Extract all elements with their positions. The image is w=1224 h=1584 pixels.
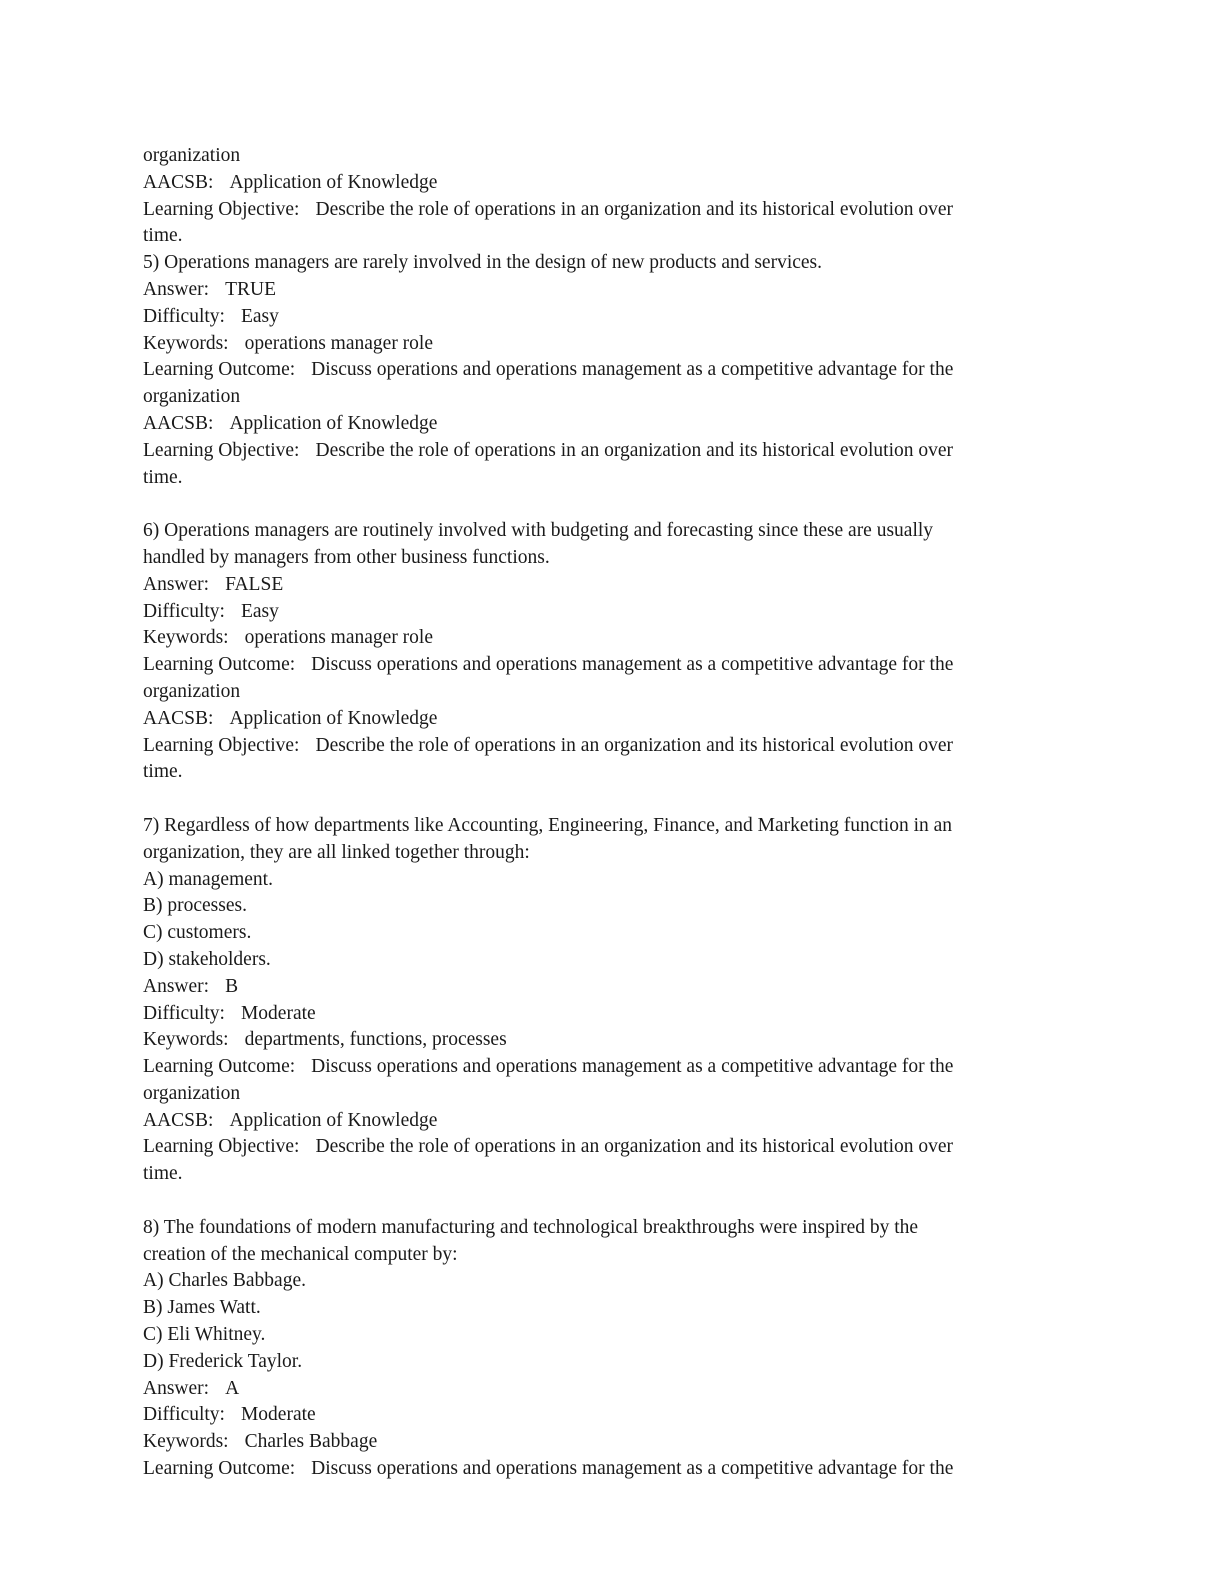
aacsb-value: Application of Knowledge xyxy=(229,171,438,193)
outcome-label: Learning Outcome: xyxy=(143,1458,296,1480)
option-c: C) customers. xyxy=(143,922,252,944)
option-d: D) Frederick Taylor. xyxy=(143,1350,303,1372)
outcome-value: Discuss operations and operations management as a competitive advantage for the xyxy=(311,1056,954,1078)
answer-value: TRUE xyxy=(225,278,276,300)
keywords-label: Keywords: xyxy=(143,627,229,649)
question-stem: 7) Regardless of how departments like Accounting, Engineering, Finance, and Marketing function in an xyxy=(143,814,953,836)
aacsb-value: Application of Knowledge xyxy=(229,412,438,434)
question-stem-continuation: handled by managers from other business functions. xyxy=(143,546,550,568)
keywords-value: departments, functions, processes xyxy=(244,1029,507,1051)
outcome-value: Discuss operations and operations management as a competitive advantage for the xyxy=(311,1458,954,1480)
aacsb-label: AACSB: xyxy=(143,171,214,193)
option-b: B) processes. xyxy=(143,895,247,917)
difficulty-value: Easy xyxy=(240,600,279,622)
option-b: B) James Watt. xyxy=(143,1297,261,1319)
answer-label: Answer: xyxy=(143,1377,210,1399)
difficulty-label: Difficulty: xyxy=(143,305,225,327)
difficulty-line xyxy=(143,1001,1083,1028)
keywords-value: operations manager role xyxy=(244,332,433,354)
spacer xyxy=(143,786,1083,813)
difficulty-value: Easy xyxy=(240,305,279,327)
outcome-label: Learning Outcome: xyxy=(143,654,296,676)
outcome-line xyxy=(143,1456,1083,1483)
aacsb-label: AACSB: xyxy=(143,412,214,434)
objective-value: Describe the role of operations in an organization and its historical evolution over xyxy=(315,198,954,220)
question-stem: 6) Operations managers are routinely involved with budgeting and forecasting since these are usually xyxy=(143,520,934,542)
keywords-value: operations manager role xyxy=(244,627,433,649)
answer-value: A xyxy=(225,1377,240,1399)
outcome-label: Learning Outcome: xyxy=(143,1056,296,1078)
question-stem: 8) The foundations of modern manufacturing and technological breakthroughs were inspired by the xyxy=(143,1216,919,1238)
outcome-line xyxy=(143,1054,1083,1081)
keywords-line xyxy=(143,1027,1083,1054)
keywords-label: Keywords: xyxy=(143,332,229,354)
aacsb-line xyxy=(143,170,1083,197)
objective-label: Learning Objective: xyxy=(143,198,300,220)
difficulty-label: Difficulty: xyxy=(143,600,225,622)
answer-value: FALSE xyxy=(225,573,284,595)
spacer xyxy=(143,1188,1083,1215)
option-d: D) stakeholders. xyxy=(143,948,271,970)
answer-line xyxy=(143,1376,1083,1403)
outcome-continuation: organization xyxy=(143,386,241,408)
aacsb-line xyxy=(143,411,1083,438)
objective-value: Describe the role of operations in an organization and its historical evolution over xyxy=(315,439,954,461)
difficulty-line xyxy=(143,304,1083,331)
difficulty-line xyxy=(143,599,1083,626)
objective-label: Learning Objective: xyxy=(143,734,300,756)
aacsb-line xyxy=(143,1108,1083,1135)
option-a: A) Charles Babbage. xyxy=(143,1270,306,1292)
objective-line xyxy=(143,733,1083,760)
objective-continuation: time. xyxy=(143,761,183,783)
outcome-label: Learning Outcome: xyxy=(143,359,296,381)
keywords-label: Keywords: xyxy=(143,1029,229,1051)
answer-line xyxy=(143,572,1083,599)
difficulty-value: Moderate xyxy=(240,1002,316,1024)
keywords-label: Keywords: xyxy=(143,1431,229,1453)
objective-label: Learning Objective: xyxy=(143,1136,300,1158)
document-page xyxy=(143,143,1083,1483)
objective-continuation: time. xyxy=(143,466,183,488)
outcome-value: Discuss operations and operations management as a competitive advantage for the xyxy=(311,359,954,381)
answer-line xyxy=(143,277,1083,304)
keywords-value: Charles Babbage xyxy=(244,1431,378,1453)
outcome-value: Discuss operations and operations management as a competitive advantage for the xyxy=(311,654,954,676)
objective-line xyxy=(143,1134,1083,1161)
aacsb-line xyxy=(143,706,1083,733)
difficulty-label: Difficulty: xyxy=(143,1404,225,1426)
aacsb-value: Application of Knowledge xyxy=(229,1109,438,1131)
objective-value: Describe the role of operations in an organization and its historical evolution over xyxy=(315,1136,954,1158)
objective-label: Learning Objective: xyxy=(143,439,300,461)
aacsb-label: AACSB: xyxy=(143,707,214,729)
outcome-continuation: organization xyxy=(143,680,241,702)
difficulty-value: Moderate xyxy=(240,1404,316,1426)
option-a: A) management. xyxy=(143,868,273,890)
objective-line xyxy=(143,438,1083,465)
answer-line xyxy=(143,974,1083,1001)
keywords-line xyxy=(143,331,1083,358)
spacer xyxy=(143,491,1083,518)
outcome-continuation: organization xyxy=(143,145,241,166)
objective-continuation: time. xyxy=(143,225,183,247)
keywords-line xyxy=(143,1429,1083,1456)
objective-value: Describe the role of operations in an organization and its historical evolution over xyxy=(315,734,954,756)
keywords-line xyxy=(143,625,1083,652)
answer-label: Answer: xyxy=(143,975,210,997)
answer-label: Answer: xyxy=(143,573,210,595)
question-stem-continuation: creation of the mechanical computer by: xyxy=(143,1243,458,1265)
outcome-line xyxy=(143,357,1083,384)
question-stem-continuation: organization, they are all linked together through: xyxy=(143,841,530,863)
aacsb-value: Application of Knowledge xyxy=(229,707,438,729)
outcome-line xyxy=(143,652,1083,679)
outcome-continuation: organization xyxy=(143,1082,241,1104)
difficulty-label: Difficulty: xyxy=(143,1002,225,1024)
objective-continuation: time. xyxy=(143,1163,183,1185)
difficulty-line xyxy=(143,1402,1083,1429)
answer-value: B xyxy=(225,975,239,997)
question-stem: 5) Operations managers are rarely involved in the design of new products and services. xyxy=(143,252,823,274)
objective-line xyxy=(143,197,1083,224)
aacsb-label: AACSB: xyxy=(143,1109,214,1131)
option-c: C) Eli Whitney. xyxy=(143,1324,266,1346)
answer-label: Answer: xyxy=(143,278,210,300)
